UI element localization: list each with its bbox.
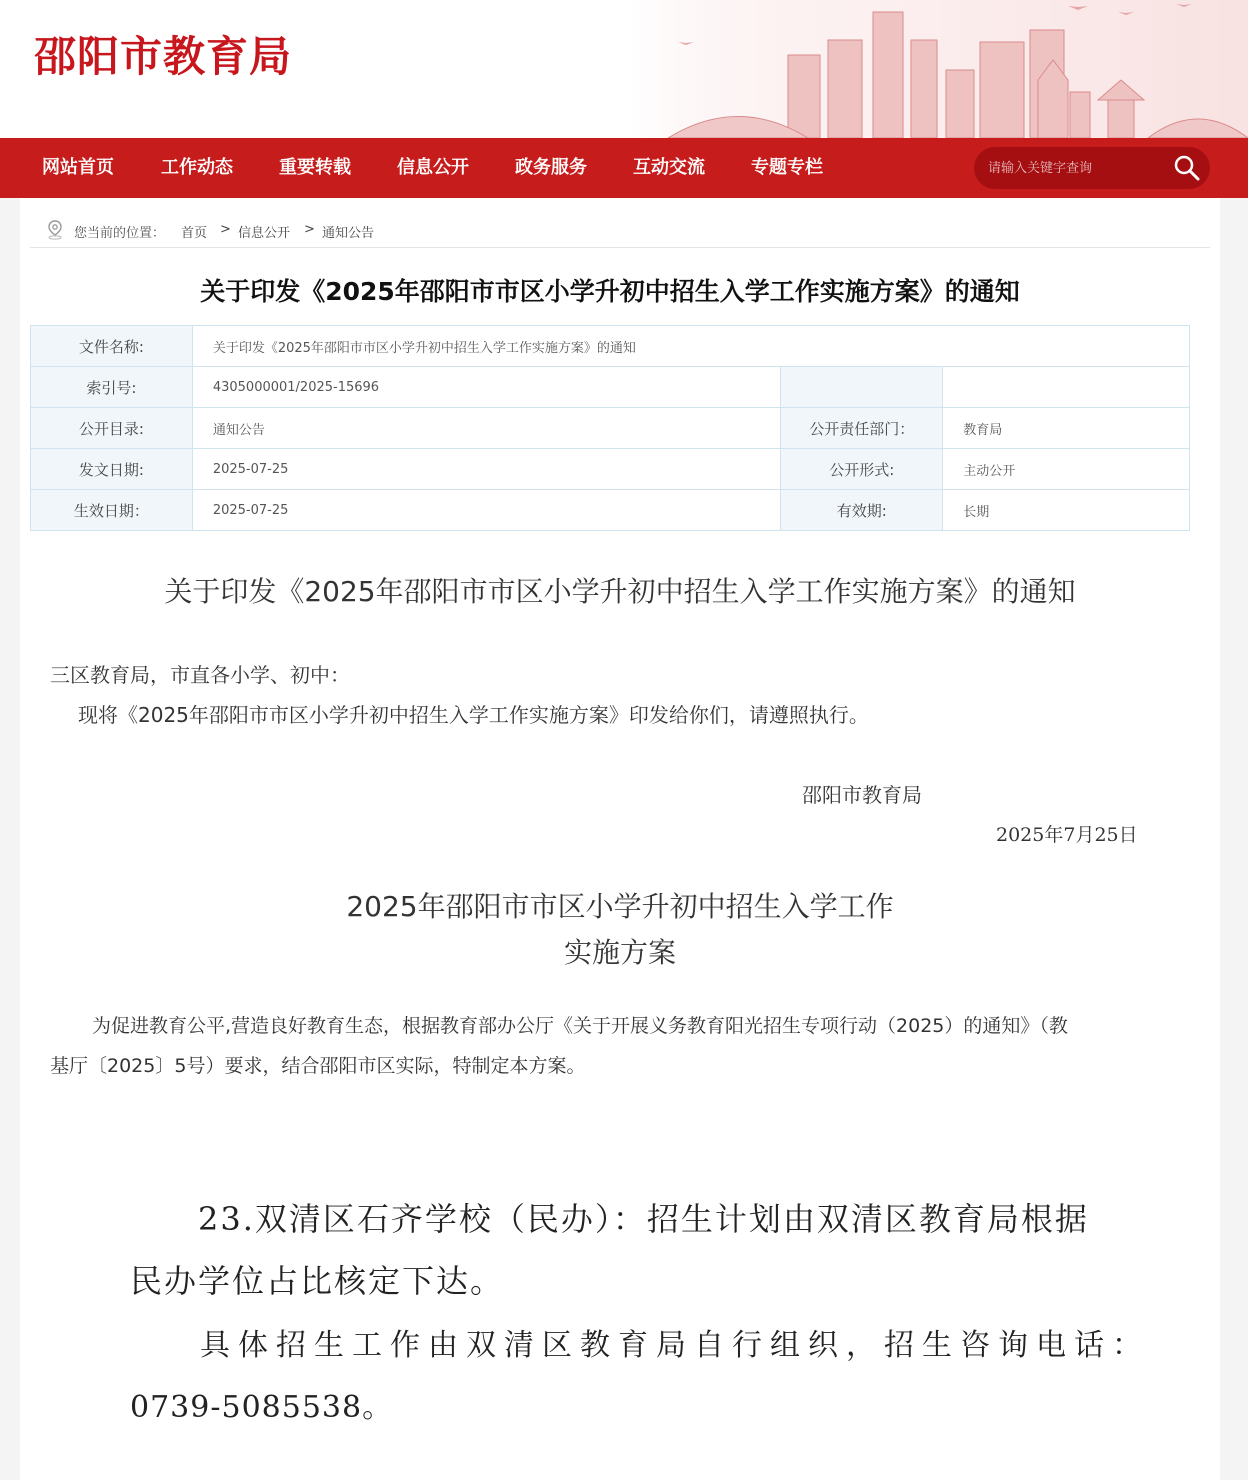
search-box bbox=[974, 147, 1210, 189]
index-label: 索引号: bbox=[31, 367, 193, 408]
validity-value: 长期 bbox=[943, 490, 1190, 531]
plan-title-line2: 实施方案 bbox=[563, 936, 676, 969]
breadcrumb-separator: > bbox=[220, 222, 231, 237]
effective-date-value: 2025-07-25 bbox=[192, 490, 781, 531]
item23-phone: 0739-5085538。 bbox=[130, 1390, 394, 1425]
search-input[interactable] bbox=[988, 147, 1168, 189]
file-name-label: 文件名称: bbox=[31, 326, 193, 367]
file-name-value: 关于印发《2025年邵阳市市区小学升初中招生入学工作实施方案》的通知 bbox=[192, 326, 1189, 367]
nav-item-gov-services[interactable]: 政务服务 bbox=[515, 157, 587, 178]
nav-item-interaction[interactable]: 互动交流 bbox=[633, 157, 705, 178]
item23-line1: 23.双清区石齐学校（民办）：招生计划由双清区教育局根据 bbox=[198, 1200, 1089, 1238]
breadcrumb-separator: > bbox=[304, 222, 315, 237]
signature-org: 邵阳市教育局 bbox=[802, 783, 922, 807]
catalog-value: 通知公告 bbox=[192, 408, 781, 449]
site-header bbox=[0, 0, 1248, 138]
main-nav bbox=[0, 138, 1248, 198]
issue-date-value: 2025-07-25 bbox=[192, 449, 781, 490]
dept-value: 教育局 bbox=[943, 408, 1190, 449]
document-meta-table bbox=[30, 325, 1190, 531]
table-row bbox=[31, 408, 1190, 449]
signature-date: 2025年7月25日 bbox=[996, 824, 1138, 846]
empty-value-cell bbox=[943, 367, 1190, 408]
table-row bbox=[31, 367, 1190, 408]
article-container bbox=[20, 198, 1220, 1480]
table-row bbox=[31, 490, 1190, 531]
form-label: 公开形式: bbox=[781, 449, 943, 490]
table-row bbox=[31, 326, 1190, 367]
document-heading: 关于印发《2025年邵阳市市区小学升初中招生入学工作实施方案》的通知 bbox=[164, 575, 1076, 608]
intro-paragraph-line2: 基厅〔2025〕5号）要求，结合邵阳市区实际，特制定本方案。 bbox=[50, 1055, 586, 1077]
nav-item-reprints[interactable]: 重要转载 bbox=[279, 157, 351, 178]
item23-line3: 具体招生工作由双清区教育局自行组织，招生咨询电话： bbox=[200, 1328, 1150, 1363]
intro-paragraph-line1: 为促进教育公平,营造良好教育生态，根据教育部办公厅《关于开展义务教育阳光招生专项行动（2025）的通知》（教 bbox=[92, 1015, 1068, 1037]
table-row bbox=[31, 449, 1190, 490]
page-title: 关于印发《2025年邵阳市市区小学升初中招生入学工作实施方案》的通知 bbox=[200, 277, 1020, 306]
nav-item-special-topics[interactable]: 专题专栏 bbox=[751, 157, 823, 178]
location-pin-icon bbox=[46, 220, 64, 240]
salutation: 三区教育局，市直各小学、初中： bbox=[50, 663, 350, 687]
breadcrumb bbox=[30, 198, 1210, 248]
dept-label: 公开责任部门： bbox=[781, 408, 943, 449]
city-skyline-banner bbox=[628, 0, 1248, 138]
breadcrumb-info-disclosure[interactable]: 信息公开 bbox=[238, 226, 291, 241]
empty-label-cell bbox=[781, 367, 943, 408]
search-icon[interactable] bbox=[1172, 153, 1202, 183]
nav-item-home[interactable]: 网站首页 bbox=[42, 157, 114, 178]
plan-title-line1: 2025年邵阳市市区小学升初中招生入学工作 bbox=[346, 890, 894, 923]
nav-item-work-news[interactable]: 工作动态 bbox=[161, 157, 233, 178]
site-title[interactable]: 邵阳市教育局 bbox=[34, 32, 293, 81]
issue-date-label: 发文日期: bbox=[31, 449, 193, 490]
form-value: 主动公开 bbox=[943, 449, 1190, 490]
item23-line2: 民办学位占比核定下达。 bbox=[130, 1262, 505, 1300]
breadcrumb-label: 您当前的位置： bbox=[74, 226, 166, 241]
breadcrumb-home[interactable]: 首页 bbox=[181, 226, 208, 241]
breadcrumb-notices[interactable]: 通知公告 bbox=[322, 226, 375, 241]
notice-paragraph: 现将《2025年邵阳市市区小学升初中招生入学工作实施方案》印发给你们，请遵照执行。 bbox=[78, 703, 869, 727]
effective-date-label: 生效日期： bbox=[31, 490, 193, 531]
catalog-label: 公开目录: bbox=[31, 408, 193, 449]
index-value: 4305000001/2025-15696 bbox=[192, 367, 781, 408]
nav-item-info-disclosure[interactable]: 信息公开 bbox=[397, 157, 469, 178]
validity-label: 有效期: bbox=[781, 490, 943, 531]
